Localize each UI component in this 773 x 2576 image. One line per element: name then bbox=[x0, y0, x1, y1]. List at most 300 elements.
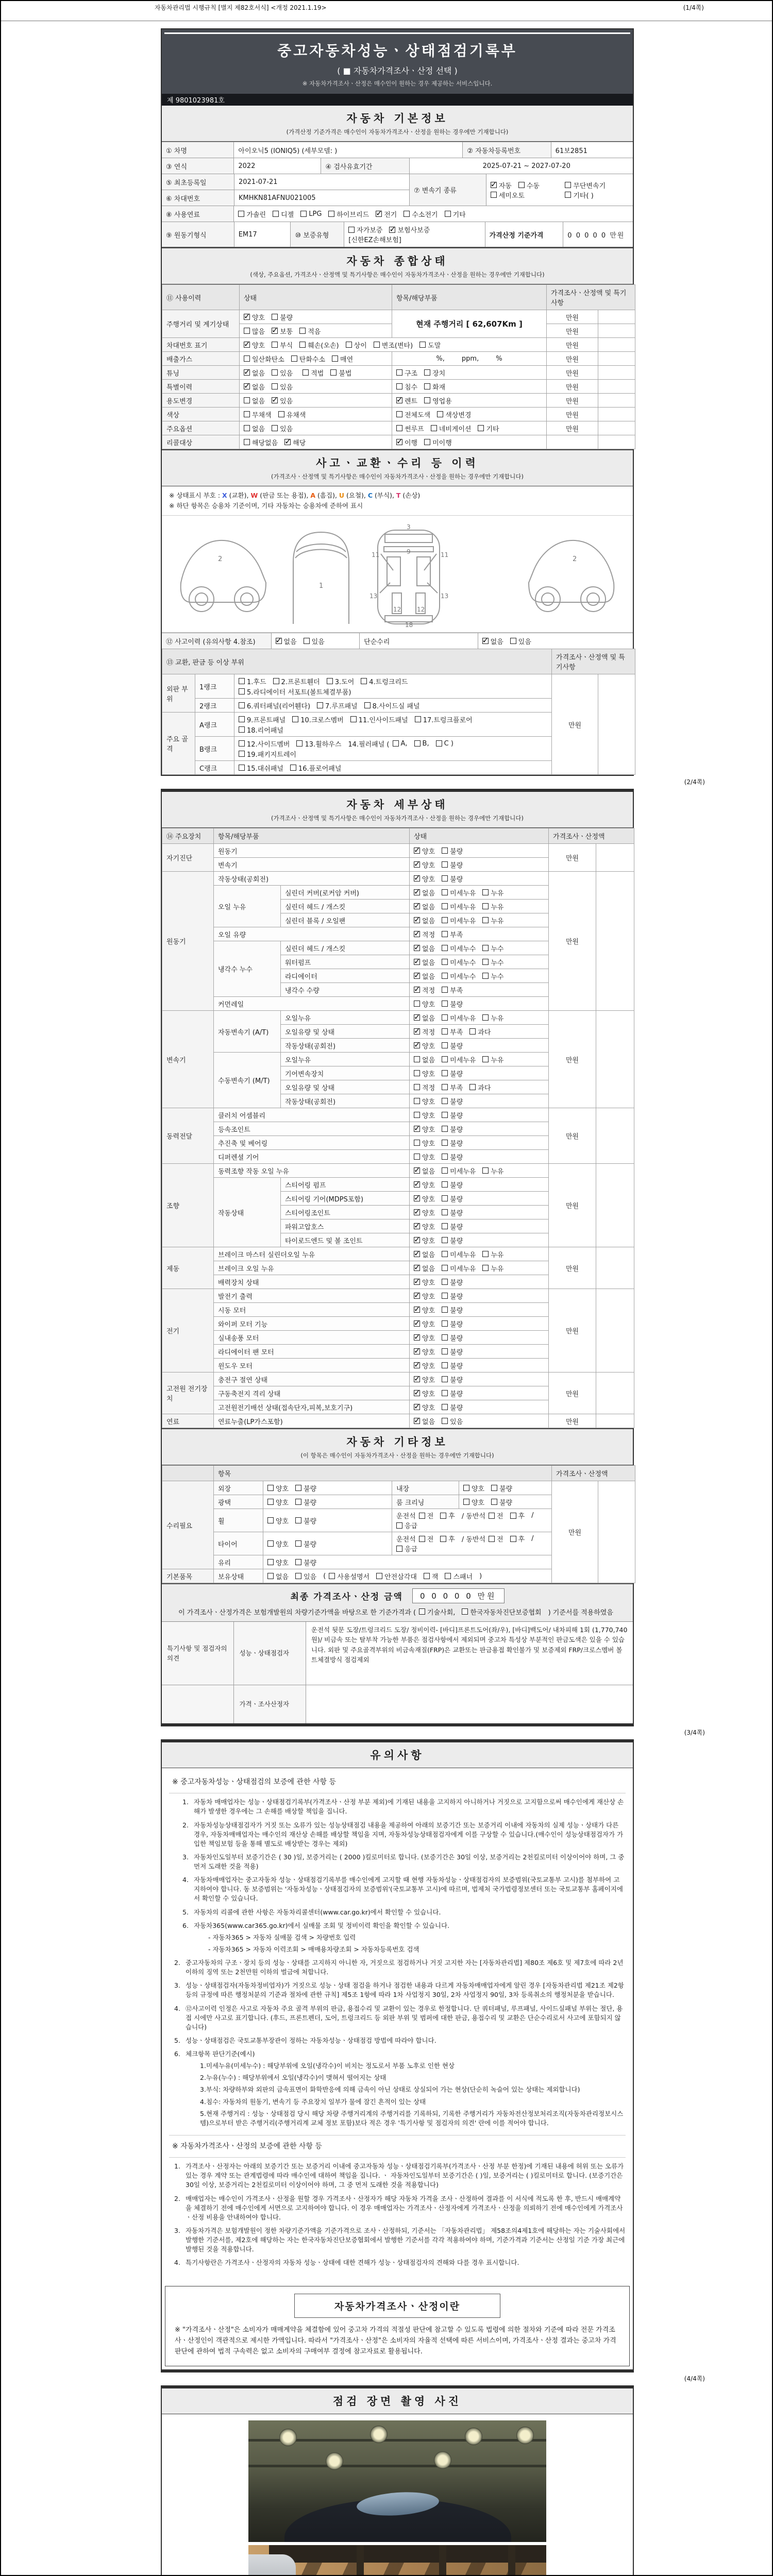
option-line bbox=[178, 1606, 616, 1617]
checkbox-checked[interactable] bbox=[414, 1320, 420, 1327]
option bbox=[424, 382, 445, 392]
checkbox-unchecked[interactable] bbox=[239, 716, 245, 722]
checkbox-unchecked[interactable] bbox=[239, 726, 245, 733]
checkbox-unchecked[interactable] bbox=[482, 959, 489, 965]
option bbox=[414, 1096, 435, 1106]
checkbox-checked[interactable] bbox=[284, 439, 291, 445]
checkbox-unchecked[interactable] bbox=[424, 1573, 430, 1579]
checkbox-checked[interactable] bbox=[414, 1209, 420, 1215]
checkbox-unchecked[interactable] bbox=[376, 1573, 382, 1579]
price-cell: 만원 bbox=[549, 1289, 596, 1372]
option-label: 불량 bbox=[304, 1517, 317, 1526]
checkbox-unchecked[interactable] bbox=[272, 369, 278, 376]
group-label-cell: 변속기 bbox=[162, 1011, 214, 1108]
checkbox-checked[interactable] bbox=[244, 369, 250, 376]
checkbox-unchecked[interactable] bbox=[278, 411, 284, 417]
checkbox-unchecked[interactable] bbox=[469, 1084, 476, 1090]
checkbox-unchecked[interactable] bbox=[442, 1348, 448, 1354]
checkbox-unchecked[interactable] bbox=[442, 1112, 448, 1118]
cell: 변속기 bbox=[214, 858, 410, 872]
checkbox-unchecked[interactable] bbox=[290, 765, 296, 771]
option bbox=[239, 763, 283, 773]
checkbox-unchecked[interactable] bbox=[482, 945, 489, 951]
checkbox-unchecked[interactable] bbox=[244, 328, 250, 334]
checkbox-unchecked[interactable] bbox=[478, 425, 484, 431]
option bbox=[445, 1571, 473, 1581]
option bbox=[482, 1055, 503, 1064]
checkbox-unchecked[interactable] bbox=[442, 889, 448, 895]
checkbox-checked[interactable] bbox=[414, 1376, 420, 1382]
checkbox-unchecked[interactable] bbox=[442, 1098, 448, 1104]
checkbox-unchecked[interactable] bbox=[442, 945, 448, 951]
checkbox-unchecked[interactable] bbox=[292, 716, 298, 722]
cell: 시동 모터 bbox=[214, 1303, 410, 1317]
option bbox=[414, 1319, 435, 1329]
checkbox-unchecked[interactable] bbox=[442, 917, 448, 923]
checkbox-unchecked[interactable] bbox=[299, 328, 306, 334]
checkbox-unchecked[interactable] bbox=[482, 1014, 489, 1021]
option-label: 디젤 bbox=[281, 211, 294, 219]
checkbox-unchecked[interactable] bbox=[244, 411, 250, 417]
checkbox-unchecked[interactable] bbox=[442, 1251, 448, 1257]
checkbox-checked[interactable] bbox=[414, 1404, 420, 1410]
checkbox-unchecked[interactable] bbox=[267, 1499, 274, 1505]
table-row bbox=[162, 1289, 634, 1303]
checkbox-unchecked[interactable] bbox=[482, 973, 489, 979]
checkbox-unchecked[interactable] bbox=[414, 1001, 420, 1007]
checkbox-unchecked[interactable] bbox=[419, 1536, 425, 1542]
option-label: 없음 bbox=[252, 383, 265, 392]
checkbox-unchecked[interactable] bbox=[442, 1265, 448, 1271]
checkbox-checked[interactable] bbox=[276, 638, 282, 644]
checkbox-unchecked[interactable] bbox=[482, 1265, 489, 1271]
checkbox-unchecked[interactable] bbox=[491, 1499, 497, 1505]
checkbox-unchecked[interactable] bbox=[329, 1573, 335, 1579]
checkbox-unchecked[interactable] bbox=[404, 211, 410, 217]
options-cell bbox=[234, 737, 552, 761]
option-label: LPG bbox=[309, 210, 322, 218]
checkbox-unchecked[interactable] bbox=[442, 875, 448, 882]
checkbox-unchecked[interactable] bbox=[295, 1573, 301, 1579]
checkbox-unchecked[interactable] bbox=[424, 383, 430, 389]
checkbox-checked[interactable] bbox=[414, 1251, 420, 1257]
option bbox=[442, 1347, 463, 1357]
option bbox=[414, 1375, 435, 1384]
option bbox=[442, 929, 463, 939]
cell: 실린더 헤드 / 개스킷 bbox=[281, 941, 410, 955]
checkbox-checked[interactable] bbox=[414, 1014, 420, 1021]
option-line bbox=[396, 367, 542, 378]
checkbox-unchecked[interactable] bbox=[364, 702, 371, 708]
option-label: 하이브리드 bbox=[337, 211, 369, 219]
checkbox-unchecked[interactable] bbox=[442, 1404, 448, 1410]
option bbox=[267, 1483, 289, 1493]
checkbox-unchecked[interactable] bbox=[267, 1559, 274, 1565]
option bbox=[299, 340, 339, 350]
checkbox-unchecked[interactable] bbox=[396, 411, 402, 417]
checkbox-unchecked[interactable] bbox=[462, 1608, 468, 1615]
checkbox-unchecked[interactable] bbox=[445, 211, 451, 217]
option bbox=[414, 874, 435, 884]
checkbox-checked[interactable] bbox=[491, 182, 497, 188]
option-label: 자가보증 bbox=[357, 227, 383, 234]
checkbox-unchecked[interactable] bbox=[482, 1056, 489, 1062]
checkbox-unchecked[interactable] bbox=[244, 397, 250, 403]
checkbox-checked[interactable] bbox=[414, 1042, 420, 1048]
checkbox-checked[interactable] bbox=[389, 227, 395, 233]
checkbox-unchecked[interactable] bbox=[442, 1167, 448, 1174]
checkbox-unchecked[interactable] bbox=[442, 1237, 448, 1243]
group-label-cell: 외판 부위 bbox=[162, 674, 195, 713]
checkbox-checked[interactable] bbox=[414, 1348, 420, 1354]
checkbox-unchecked[interactable] bbox=[442, 1307, 448, 1313]
checkbox-unchecked[interactable] bbox=[300, 211, 307, 217]
options-cell bbox=[410, 941, 549, 955]
checkbox-unchecked[interactable] bbox=[374, 342, 380, 348]
option-label: 불량 bbox=[450, 1140, 463, 1148]
option-line bbox=[414, 929, 544, 939]
option bbox=[424, 368, 445, 378]
checkbox-unchecked[interactable] bbox=[273, 211, 279, 217]
overall-state-table bbox=[162, 284, 635, 449]
checkbox-unchecked[interactable] bbox=[239, 740, 245, 747]
section-note: (가격조사ㆍ산정액 및 특기사항은 매수인이 자동차가격조사ㆍ산정을 원하는 경우에만 기재합니다) bbox=[271, 815, 524, 822]
price-cell: 만원 bbox=[549, 1372, 596, 1414]
price-cell: 만원 bbox=[549, 872, 596, 1011]
checkbox-unchecked[interactable] bbox=[442, 1376, 448, 1382]
checkbox-unchecked[interactable] bbox=[424, 369, 430, 376]
checkbox-unchecked[interactable] bbox=[267, 1540, 274, 1547]
option-label: 불량 bbox=[450, 1348, 463, 1357]
checkbox-unchecked[interactable] bbox=[244, 355, 250, 362]
checkbox-unchecked[interactable] bbox=[296, 740, 303, 747]
checkbox-unchecked[interactable] bbox=[489, 1513, 495, 1519]
checkbox-unchecked[interactable] bbox=[442, 903, 448, 909]
checkbox-unchecked[interactable] bbox=[437, 411, 443, 417]
option bbox=[442, 1249, 476, 1259]
checkbox-unchecked[interactable] bbox=[396, 369, 402, 376]
checkbox-unchecked[interactable] bbox=[328, 211, 334, 217]
option bbox=[414, 1055, 435, 1064]
option-label: 보통 bbox=[280, 328, 293, 336]
checkbox-unchecked[interactable] bbox=[442, 1070, 448, 1076]
checkbox-unchecked[interactable] bbox=[442, 1334, 448, 1341]
checkbox-checked[interactable] bbox=[414, 1362, 420, 1368]
checkbox-unchecked[interactable] bbox=[442, 1084, 448, 1090]
option-label: 불량 bbox=[450, 1209, 463, 1217]
checkbox-unchecked[interactable] bbox=[396, 1522, 402, 1529]
option-line bbox=[414, 957, 544, 967]
checkbox-unchecked[interactable] bbox=[445, 1573, 451, 1579]
checkbox-checked[interactable] bbox=[414, 1279, 420, 1285]
checkbox-checked[interactable] bbox=[414, 848, 420, 854]
checkbox-unchecked[interactable] bbox=[510, 1513, 516, 1519]
checkbox-unchecked[interactable] bbox=[239, 702, 245, 708]
checkbox-checked[interactable] bbox=[414, 1334, 420, 1341]
checkbox-unchecked[interactable] bbox=[565, 192, 571, 198]
checkbox-unchecked[interactable] bbox=[482, 917, 489, 923]
checkbox-unchecked[interactable] bbox=[272, 314, 278, 320]
car-name-value: 아이오닉5 (IONIQ5) (세부모델: ) bbox=[233, 142, 462, 158]
checkbox-unchecked[interactable] bbox=[491, 192, 497, 198]
checkbox-checked[interactable] bbox=[244, 342, 250, 348]
option-label: 양호 bbox=[422, 1320, 435, 1329]
checkbox-checked[interactable] bbox=[414, 1028, 420, 1035]
option-label: 불량 bbox=[304, 1485, 317, 1493]
checkbox-unchecked[interactable] bbox=[442, 1320, 448, 1327]
checkbox-unchecked[interactable] bbox=[442, 848, 448, 854]
checkbox-checked[interactable] bbox=[414, 1307, 420, 1313]
checkbox-checked[interactable] bbox=[414, 903, 420, 909]
option bbox=[442, 1013, 476, 1023]
option-label: 없음 bbox=[422, 1251, 435, 1259]
option bbox=[442, 1082, 463, 1092]
checkbox-checked[interactable] bbox=[414, 1390, 420, 1396]
table-row bbox=[162, 1372, 634, 1386]
checkbox-unchecked[interactable] bbox=[267, 1485, 274, 1491]
checkbox-checked[interactable] bbox=[414, 945, 420, 951]
checkbox-checked[interactable] bbox=[414, 1237, 420, 1243]
checkbox-unchecked[interactable] bbox=[424, 397, 430, 403]
notice-item-text: 매매업자는 매수인이 가격조사ㆍ산정을 원할 경우 가격조사ㆍ산정자가 해당 자동차 가격을 조사ㆍ산정하여 결과를 이 서식에 적도록 한 후, 반드시 매매계약을 체결하기 전에 매수인에게 서면으로 고지하여야 합니다. 이 경우 매매업자는 가격조사ㆍ산정자에게 가격조사ㆍ산정을 의뢰하기 전에 매수인에게 가격조사ㆍ산정 비용을 안내하여야 합니다. bbox=[186, 2194, 623, 2221]
notice-item-text: 체크항목 판단기준(예시) bbox=[186, 2050, 255, 2058]
checkbox-checked[interactable] bbox=[396, 397, 402, 403]
checkbox-unchecked[interactable] bbox=[414, 1140, 420, 1146]
checkbox-unchecked[interactable] bbox=[442, 1028, 448, 1035]
checkbox-unchecked[interactable] bbox=[436, 740, 442, 747]
checkbox-checked[interactable] bbox=[414, 959, 420, 965]
checkbox-checked[interactable] bbox=[396, 439, 402, 445]
checkbox-unchecked[interactable] bbox=[442, 959, 448, 965]
checkbox-unchecked[interactable] bbox=[442, 1014, 448, 1021]
option-text: ) bbox=[479, 1572, 482, 1580]
checkbox-unchecked[interactable] bbox=[361, 678, 367, 684]
checkbox-unchecked[interactable] bbox=[419, 1513, 425, 1519]
checkbox-unchecked[interactable] bbox=[442, 1390, 448, 1396]
option-label: 누유 bbox=[491, 1056, 504, 1064]
option-label: 후 bbox=[448, 1513, 455, 1520]
checkbox-unchecked[interactable] bbox=[463, 1485, 469, 1491]
notice-item bbox=[182, 1853, 626, 1871]
checkbox-checked[interactable] bbox=[244, 383, 250, 389]
option bbox=[445, 209, 466, 219]
checkbox-checked[interactable] bbox=[414, 931, 420, 937]
checkbox-unchecked[interactable] bbox=[272, 383, 278, 389]
checkbox-checked[interactable] bbox=[414, 875, 420, 882]
checkbox-unchecked[interactable] bbox=[272, 425, 278, 431]
checkbox-unchecked[interactable] bbox=[482, 1251, 489, 1257]
option bbox=[414, 943, 435, 953]
checkbox-unchecked[interactable] bbox=[419, 342, 426, 348]
checkbox-unchecked[interactable] bbox=[510, 1536, 516, 1542]
checkbox-unchecked[interactable] bbox=[442, 1056, 448, 1062]
checkbox-unchecked[interactable] bbox=[244, 425, 250, 431]
cell: 오일누유 bbox=[281, 1053, 410, 1066]
checkbox-unchecked[interactable] bbox=[431, 425, 437, 431]
checkbox-checked[interactable] bbox=[414, 861, 420, 868]
checkbox-checked[interactable] bbox=[376, 211, 382, 217]
option-label: 전 bbox=[497, 1536, 503, 1544]
checkbox-unchecked[interactable] bbox=[442, 1362, 448, 1368]
checkbox-checked[interactable] bbox=[414, 987, 420, 993]
checkbox-unchecked[interactable] bbox=[295, 1485, 301, 1491]
checkbox-unchecked[interactable] bbox=[442, 1293, 448, 1299]
checkbox-unchecked[interactable] bbox=[419, 1608, 425, 1615]
checkbox-unchecked[interactable] bbox=[414, 1084, 420, 1090]
checkbox-unchecked[interactable] bbox=[396, 1546, 402, 1552]
checkbox-unchecked[interactable] bbox=[267, 1573, 274, 1579]
option-line bbox=[414, 1346, 544, 1357]
checkbox-checked[interactable] bbox=[414, 1223, 420, 1229]
checkbox-unchecked[interactable] bbox=[442, 931, 448, 937]
option-label: 양호 bbox=[422, 1390, 435, 1398]
option-line bbox=[565, 180, 629, 200]
checkbox-unchecked[interactable] bbox=[442, 1001, 448, 1007]
checkbox-unchecked[interactable] bbox=[350, 716, 357, 722]
checkbox-unchecked[interactable] bbox=[482, 889, 489, 895]
checkbox-unchecked[interactable] bbox=[414, 740, 421, 747]
checkbox-unchecked[interactable] bbox=[442, 1042, 448, 1048]
checkbox-unchecked[interactable] bbox=[518, 182, 525, 188]
option-label: 없음 bbox=[422, 889, 435, 897]
checkbox-unchecked[interactable] bbox=[295, 1559, 301, 1565]
option bbox=[414, 1027, 435, 1037]
header-cell: 상태 bbox=[240, 285, 392, 310]
checkbox-unchecked[interactable] bbox=[291, 355, 297, 362]
checkbox-checked[interactable] bbox=[272, 328, 278, 334]
option-label: 미세누유 bbox=[450, 889, 476, 897]
checkbox-unchecked[interactable] bbox=[327, 678, 333, 684]
checkbox-unchecked[interactable] bbox=[440, 1513, 446, 1519]
option bbox=[239, 725, 283, 735]
options-cell bbox=[392, 1532, 552, 1555]
checkbox-unchecked[interactable] bbox=[396, 383, 402, 389]
checkbox-unchecked[interactable] bbox=[239, 765, 245, 771]
checkbox-unchecked[interactable] bbox=[295, 1517, 301, 1523]
checkbox-unchecked[interactable] bbox=[565, 182, 571, 188]
checkbox-unchecked[interactable] bbox=[330, 369, 337, 376]
checkbox-checked[interactable] bbox=[244, 314, 250, 320]
checkbox-unchecked[interactable] bbox=[442, 1223, 448, 1229]
checkbox-unchecked[interactable] bbox=[303, 369, 309, 376]
notice-block bbox=[161, 1739, 634, 2372]
checkbox-checked[interactable] bbox=[414, 1126, 420, 1132]
group-label-cell: 연료 bbox=[162, 1414, 214, 1428]
checkbox-unchecked[interactable] bbox=[489, 1536, 495, 1542]
checkbox-unchecked[interactable] bbox=[469, 1028, 476, 1035]
checkbox-unchecked[interactable] bbox=[442, 1195, 448, 1201]
checkbox-unchecked[interactable] bbox=[317, 702, 323, 708]
checkbox-unchecked[interactable] bbox=[295, 1499, 301, 1505]
option bbox=[510, 1511, 525, 1520]
checkbox-unchecked[interactable] bbox=[442, 1126, 448, 1132]
checkbox-checked[interactable] bbox=[414, 889, 420, 895]
checkbox-checked[interactable] bbox=[414, 1167, 420, 1174]
checkbox-unchecked[interactable] bbox=[239, 751, 245, 757]
checkbox-checked[interactable] bbox=[414, 1181, 420, 1188]
option bbox=[491, 1483, 512, 1493]
cell bbox=[598, 310, 635, 324]
checkbox-unchecked[interactable] bbox=[442, 1154, 448, 1160]
checkbox-unchecked[interactable] bbox=[272, 342, 278, 348]
checkbox-unchecked[interactable] bbox=[442, 1181, 448, 1188]
page2-block bbox=[161, 789, 634, 1726]
checkbox-unchecked[interactable] bbox=[267, 1517, 274, 1523]
checkbox-unchecked[interactable] bbox=[482, 903, 489, 909]
options-cell bbox=[410, 1178, 549, 1192]
checkbox-unchecked[interactable] bbox=[463, 1499, 469, 1505]
notice-item-number: 4. bbox=[174, 2259, 180, 2267]
checkbox-unchecked[interactable] bbox=[396, 425, 402, 431]
checkbox-unchecked[interactable] bbox=[414, 1154, 420, 1160]
checkbox-unchecked[interactable] bbox=[348, 227, 355, 233]
checkbox-unchecked[interactable] bbox=[415, 716, 421, 722]
option-label: 전 bbox=[427, 1513, 434, 1520]
checkbox-unchecked[interactable] bbox=[414, 1112, 420, 1118]
option-label: 양호 bbox=[422, 1070, 435, 1078]
checkbox-unchecked[interactable] bbox=[442, 1140, 448, 1146]
checkbox-unchecked[interactable] bbox=[491, 1485, 497, 1491]
checkbox-unchecked[interactable] bbox=[273, 678, 279, 684]
checkbox-unchecked[interactable] bbox=[332, 355, 338, 362]
checkbox-unchecked[interactable] bbox=[442, 987, 448, 993]
checkbox-unchecked[interactable] bbox=[442, 1418, 448, 1424]
checkbox-unchecked[interactable] bbox=[346, 342, 352, 348]
checkbox-checked[interactable] bbox=[414, 1293, 420, 1299]
checkbox-checked[interactable] bbox=[414, 917, 420, 923]
checkbox-checked[interactable] bbox=[414, 1195, 420, 1201]
checkbox-unchecked[interactable] bbox=[414, 1098, 420, 1104]
option-label: 사용설명서 bbox=[337, 1573, 370, 1581]
checkbox-unchecked[interactable] bbox=[424, 439, 430, 445]
checkbox-unchecked[interactable] bbox=[244, 439, 250, 445]
checkbox-checked[interactable] bbox=[414, 973, 420, 979]
notice-item bbox=[174, 2049, 626, 2128]
option bbox=[442, 874, 463, 884]
table-row bbox=[162, 408, 635, 421]
checkbox-unchecked[interactable] bbox=[510, 638, 516, 644]
option-label: 없음 bbox=[252, 369, 265, 378]
checkbox-checked[interactable] bbox=[414, 1265, 420, 1271]
option bbox=[469, 1027, 491, 1037]
checkbox-unchecked[interactable] bbox=[414, 1070, 420, 1076]
option-label: 양호 bbox=[422, 1376, 435, 1384]
checkbox-unchecked[interactable] bbox=[482, 1167, 489, 1174]
checkbox-unchecked[interactable] bbox=[239, 678, 245, 684]
checkbox-unchecked[interactable] bbox=[393, 740, 399, 747]
checkbox-unchecked[interactable] bbox=[239, 688, 245, 694]
checkbox-unchecked[interactable] bbox=[442, 861, 448, 868]
checkbox-unchecked[interactable] bbox=[238, 211, 244, 217]
checkbox-unchecked[interactable] bbox=[440, 1536, 446, 1542]
model-year-label: ③ 연식 bbox=[162, 158, 233, 174]
checkbox-unchecked[interactable] bbox=[442, 1209, 448, 1215]
checkbox-unchecked[interactable] bbox=[442, 1279, 448, 1285]
checkbox-unchecked[interactable] bbox=[414, 1056, 420, 1062]
option-label: 양호 bbox=[422, 861, 435, 870]
checkbox-unchecked[interactable] bbox=[299, 342, 306, 348]
cell: 오일유량 및 상태 bbox=[281, 1025, 410, 1039]
checkbox-unchecked[interactable] bbox=[442, 973, 448, 979]
section-title: 점검 장면 촬영 사진 bbox=[332, 2395, 462, 2408]
option-label: 매연 bbox=[340, 355, 354, 364]
checkbox-unchecked[interactable] bbox=[304, 638, 310, 644]
checkbox-checked[interactable] bbox=[482, 638, 489, 644]
checkbox-checked[interactable] bbox=[272, 397, 278, 403]
checkbox-unchecked[interactable] bbox=[295, 1540, 301, 1547]
checkbox-checked[interactable] bbox=[414, 1418, 420, 1424]
option-label: 누유 bbox=[491, 1251, 504, 1259]
